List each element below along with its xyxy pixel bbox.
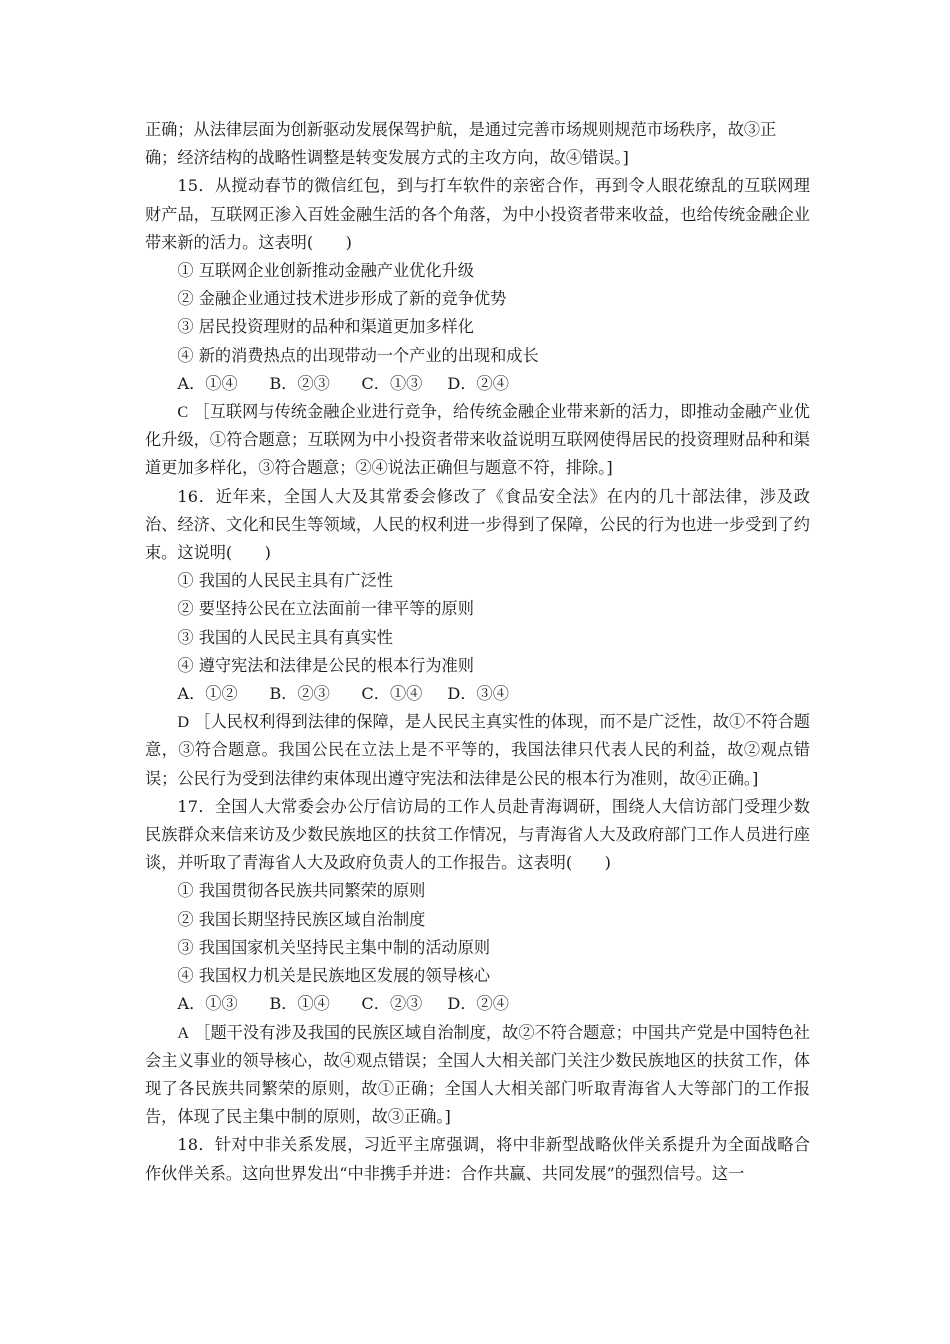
continuation-line-2: 确；经济结构的战略性调整是转变发展方式的主攻方向，故④错误。] <box>145 148 629 168</box>
document-page <box>145 116 810 1188</box>
question-stem: 15．从搅动春节的微信红包，到与打车软件的亲密合作，再到令人眼花缭乱的互联网理财产品，互联网正渗入百姓金融生活的各个角落，为中小投资者带来收益，也给传统金融企业带来新的活力。这表明( ) <box>145 176 810 252</box>
question-stem: 16．近年来，全国人大及其常委会修改了《食品安全法》在内的几十部法律，涉及政治、经济、文化和民生等领域，人民的权利进一步得到了保障，公民的行为也进一步受到了约束。这说明( ) <box>145 486 810 563</box>
option-4: ④ 新的消费热点的出现带动一个产业的出现和成长 <box>177 345 539 365</box>
option-4: ④ 遵守宪法和法律是公民的根本行为准则 <box>177 655 474 675</box>
answer-choices <box>145 990 810 1018</box>
answer-choices <box>145 370 810 398</box>
answer-explanation <box>145 1019 810 1132</box>
choice-d: D．③④ <box>447 684 509 704</box>
answer-letter: D <box>177 713 190 732</box>
question-15 <box>145 172 810 482</box>
option-3: ③ 居民投资理财的品种和渠道更加多样化 <box>177 317 474 337</box>
option-1: ① 我国贯彻各民族共同繁荣的原则 <box>177 881 426 901</box>
continuation-line-1: 正确；从法律层面为创新驱动发展保驾护航，是通过完善市场规则规范市场秩序，故③正 <box>145 120 777 139</box>
choice-a: A．①② <box>177 684 238 704</box>
option-2: ② 我国长期坚持民族区域自治制度 <box>177 909 426 929</box>
choice-b: B．①④ <box>269 994 330 1014</box>
answer-choices <box>145 680 810 708</box>
answer-explanation <box>145 708 810 793</box>
option-2: ② 要坚持公民在立法面前一律平等的原则 <box>177 599 474 619</box>
answer-letter: A <box>177 1023 190 1042</box>
question-stem: 18．针对中非关系发展，习近平主席强调，将中非新型战略伙伴关系提升为全面战略合作伙伴关系。这向世界发出“中非携手并进：合作共赢、共同发展”的强烈信号。这一 <box>145 1135 810 1183</box>
option-1: ① 互联网企业创新推动金融产业优化升级 <box>177 261 474 281</box>
choice-d: D．②④ <box>447 373 509 393</box>
choice-c: C．②③ <box>361 994 423 1014</box>
explanation-text: ［互联网与传统金融企业进行竞争，给传统金融企业带来新的活力，即推动金融产业优化升级，①符合题意；互联网为中小投资者带来收益说明互联网使得居民的投资理财品种和渠道更加多样化，③符合题意；②④说法正确但与题意不符，排除。] <box>145 402 810 478</box>
explanation-text: ［题干没有涉及我国的民族区域自治制度，故②不符合题意；中国共产党是中国特色社会主义事业的领导核心，故④观点错误；全国人大相关部门关注少数民族地区的扶贫工作，体现了各民族共同繁荣的原则，故①正确；全国人大相关部门听取青海省人大等部门的工作报告，体现了民主集中制的原则，故③正确。] <box>145 1022 810 1127</box>
option-3: ③ 我国的人民民主具有真实性 <box>177 627 393 647</box>
option-3: ③ 我国国家机关坚持民主集中制的活动原则 <box>177 937 491 957</box>
answer-letter: C <box>177 403 189 422</box>
choice-c: C．①③ <box>361 373 423 393</box>
option-4: ④ 我国权力机关是民族地区发展的领导核心 <box>177 966 491 986</box>
question-18 <box>145 1131 810 1187</box>
choice-d: D．②④ <box>447 994 509 1014</box>
option-1: ① 我国的人民民主具有广泛性 <box>177 571 393 591</box>
question-stem: 17．全国人大常委会办公厅信访局的工作人员赴青海调研，围绕人大信访部门受理少数民族群众来信来访及少数民族地区的扶贫工作情况，与青海省人大及政府部门工作人员进行座谈，并听取了青海省人大及政府负责人的工作报告。这表明( ) <box>145 796 810 873</box>
choice-b: B．②③ <box>269 684 330 704</box>
answer-explanation <box>145 398 810 483</box>
question-17 <box>145 793 810 1131</box>
choice-c: C．①④ <box>361 684 423 704</box>
explanation-text: ［人民权利得到法律的保障，是人民民主真实性的体现，而不是广泛性，故①不符合题意，③符合题意。我国公民在立法上是不平等的，我国法律只代表人民的利益，故②观点错误；公民行为受到法律约束体现出遵守宪法和法律是公民的根本行为准则，故④正确。] <box>145 712 810 788</box>
question-16 <box>145 483 810 793</box>
choice-a: A．①③ <box>177 994 238 1014</box>
option-2: ② 金融企业通过技术进步形成了新的竞争优势 <box>177 289 507 309</box>
choice-b: B．②③ <box>269 373 330 393</box>
choice-a: A．①④ <box>177 373 238 393</box>
